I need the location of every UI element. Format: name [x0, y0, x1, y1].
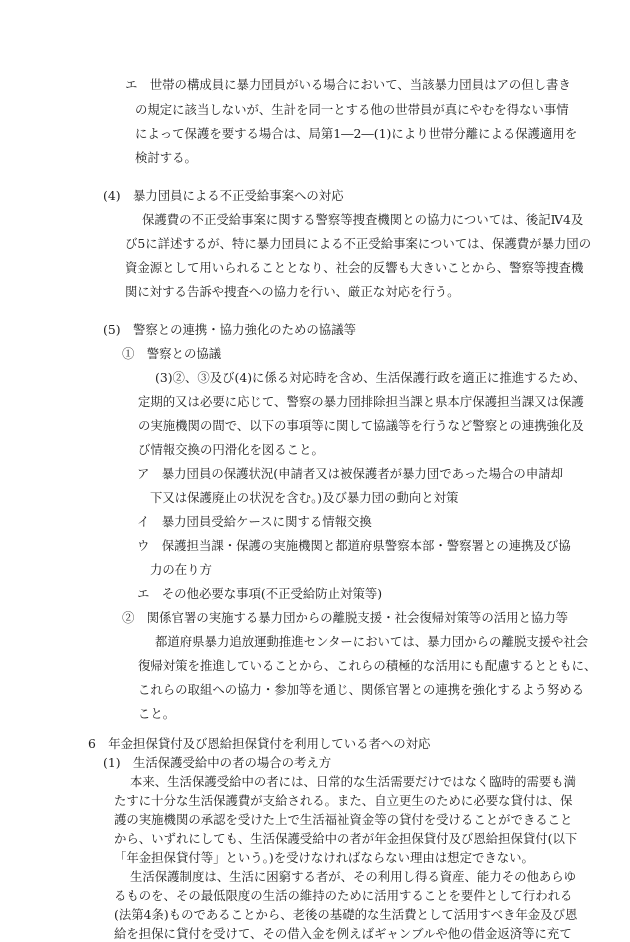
text-line: から、いずれにしても、生活保護受給中の者が年金担保貸付及び恩給担保貸付(以下 [114, 831, 578, 846]
text-line: 本来、生活保護受給中の者には、日常的な生活需要だけではなく臨時的需要も満 [130, 774, 577, 789]
text-line: エ 世帯の構成員に暴力団員がいる場合において、当該暴力団員はアの但し書き [125, 77, 571, 92]
text-line: 資金源として用いられることとなり、社会的反響も大きいことから、警察等捜査機 [125, 260, 584, 275]
text-line: (3)②、③及び(4)に係る対応時を含め、生活保護行政を適正に推進するため、 [155, 370, 586, 385]
text-line: 給を担保に貸付を受けて、その借入金を例えばギャンブルや他の借金返済等に充て [114, 926, 572, 941]
list-item: イ 暴力団員受給ケースに関する情報交換 [137, 514, 372, 529]
list-item: エ その他必要な事項(不正受給防止対策等) [137, 586, 383, 601]
text-line: び5に詳述するが、特に暴力団員による不正受給事案については、保護費が暴力団の [125, 236, 592, 251]
text-line: こと。 [138, 706, 176, 721]
text-line: 都道府県暴力追放運動推進センターにおいては、暴力団からの離脱支援や社会 [155, 634, 589, 649]
text-line: (法第4条)ものであることから、老後の基礎的な生活費として活用すべき年金及び恩 [114, 907, 578, 922]
text-line: 関に対する告訴や捜査への協力を行い、厳正な対応を行う。 [125, 284, 460, 299]
section-heading: (1) 生活保護受給中の者の場合の考え方 [103, 755, 332, 770]
text-line: これらの取組への協力・参加等を通じ、関係官署との連携を強化するよう努める [138, 682, 585, 697]
text-line: 生活保護制度は、生活に困窮する者が、その利用し得る資産、能力その他あらゆ [130, 869, 577, 884]
text-line: るものを、その最低限度の生活の維持のために活用することを要件として行われる [114, 888, 573, 903]
text-line: の実施機関の間で、以下の事項等に関して協議等を行うなど警察との連携強化及 [138, 418, 584, 433]
text-line: 「年金担保貸付等」という。)を受けなければならない理由は想定できない。 [114, 850, 534, 865]
list-item: ウ 保護担当課・保護の実施機関と都道府県警察本部・警察署との連携及び協 [137, 538, 571, 553]
text-line: 検討する。 [135, 150, 197, 165]
text-line: たすに十分な生活保護費が支給される。また、自立更生のために必要な貸付は、保 [114, 793, 573, 808]
chapter-heading: 6 年金担保貸付及び恩給担保貸付を利用している者への対応 [88, 736, 431, 751]
text-line: 保護費の不正受給事案に関する警察等捜査機関との協力については、後記Ⅳ4及 [142, 212, 584, 227]
text-line: 定期的又は必要に応じて、警察の暴力団排除担当課と県本庁保護担当課又は保護 [138, 394, 584, 409]
list-item: ア 暴力団員の保護状況(申請者又は被保護者が暴力団であった場合の申請却 [137, 466, 563, 481]
text-line: び情報交換の円滑化を図ること。 [138, 442, 324, 457]
text-line: の規定に該当しないが、生計を同一とする他の世帯員が真にやむを得ない事情 [135, 102, 569, 117]
text-line: 復帰対策を推進していることから、これらの積極的な活用にも配慮するとともに、 [138, 658, 597, 673]
text-line: 下又は保護廃止の状況を含む。)及び暴力団の動向と対策 [150, 490, 459, 505]
text-line: によって保護を要する場合は、局第1―2―(1)により世帯分離による保護適用を [135, 126, 578, 141]
section-heading: (4) 暴力団員による不正受給事案への対応 [103, 188, 344, 203]
text-line: 力の在り方 [150, 562, 212, 577]
subsection-heading: ② 関係官署の実施する暴力団からの離脱支援・社会復帰対策等の活用と協力等 [122, 610, 569, 625]
section-heading: (5) 警察との連携・協力強化のための協議等 [103, 322, 356, 337]
text-line: 護の実施機関の承認を受けた上で生活福祉資金等の貸付を受けることができること [114, 812, 573, 827]
subsection-heading: ① 警察との協議 [122, 346, 222, 361]
